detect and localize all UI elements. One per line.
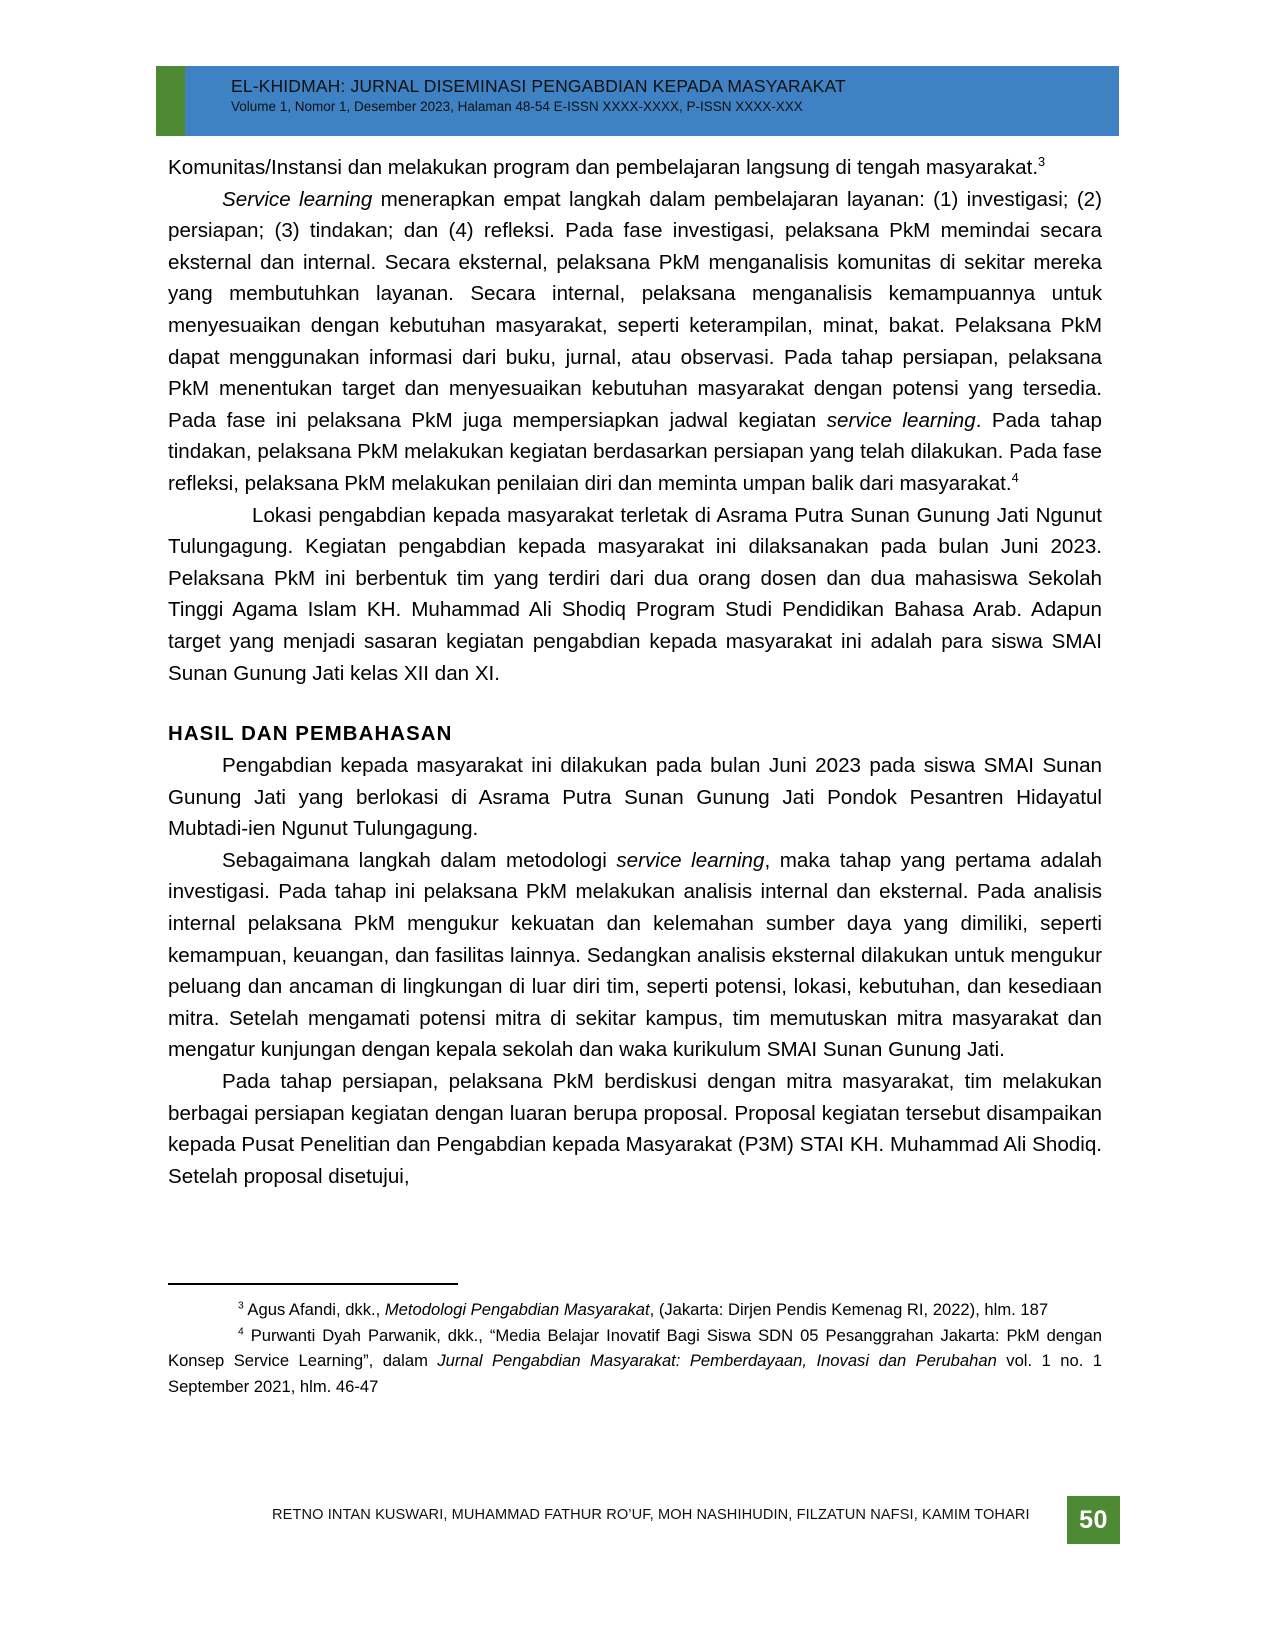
footnote-area xyxy=(168,1283,1102,1399)
footnote-separator-rule xyxy=(168,1283,458,1285)
paragraph-metodologi-investigasi: Sebagaimana langkah dalam metodologi service learning, maka tahap yang pertama adalah investigasi. Pada tahap ini pelaksana PkM melakukan analisis internal dan eksternal. Pada analisis internal pelaksana PkM mengukur kekuatan dan kelemahan sumber daya yang dimiliki, seperti kemampuan, keuangan, dan fasilitas lainnya. Sedangkan analisis eksternal dilakukan untuk mengukur peluang dan ancaman di lingkungan di luar diri tim, seperti potensi, lokasi, kebutuhan, dan kesediaan mitra. Setelah mengamati potensi mitra di sekitar kampus, tim memutuskan mitra masyarakat dan mengatur kunjungan dengan kepala sekolah dan waka kurikulum SMAI Sunan Gunung Jati. xyxy=(168,848,1102,1062)
footnote-4: $^4$ Purwanti Dyah Parwanik, dkk., “Media Belajar Inovatif Bagi Siswa SDN 05 Pesanggrahan Jakarta: PkM dengan Konsep Service Learning”, dalam Jurnal Pengabdian Masyarakat: Pemberdayaan, Inovasi dan Perubahan vol. 1 no. 1 September 2021, hlm. 46-47 xyxy=(168,1325,1102,1396)
section-heading-hasil-dan-pembahasan: HASIL DAN PEMBAHASAN xyxy=(168,723,453,746)
footer-author-list: RETNO INTAN KUSWARI, MUHAMMAD FATHUR RO’UF, MOH NASHIHUDIN, FILZATUN NAFSI, KAMIM TOHARI xyxy=(272,1507,1030,1523)
journal-issue-line: Volume 1, Nomor 1, Desember 2023, Halaman 48-54 E-ISSN XXXX-XXXX, P-ISSN XXXX-XXX xyxy=(231,99,803,115)
spacer-before-heading xyxy=(168,689,1102,719)
paragraph-lokasi-pengabdian: Lokasi pengabdian kepada masyarakat terletak di Asrama Putra Sunan Gunung Jati Ngunut Tulungagung. Kegiatan pengabdian kepada masyarakat ini dilaksanakan pada bulan Juni 2023. Pelaksana PkM ini berbentuk tim yang terdiri dari dua orang dosen dan dua mahasiswa Sekolah Tinggi Agama Islam KH. Muhammad Ali Shodiq Program Studi Pendidikan Bahasa Arab. Adapun target yang menjadi sasaran kegiatan pengabdian kepada masyarakat ini adalah para siswa SMAI Sunan Gunung Jati kelas XII dan XI. xyxy=(168,503,1102,685)
header-text-block xyxy=(185,66,1119,136)
running-header xyxy=(156,66,1119,136)
paragraph-pengabdian-juni: Pengabdian kepada masyarakat ini dilakukan pada bulan Juni 2023 pada siswa SMAI Sunan Gunung Jati yang berlokasi di Asrama Putra Sunan Gunung Jati Pondok Pesantren Hidayatul Mubtadi-ien Ngunut Tulungagung. xyxy=(168,754,1102,841)
running-footer xyxy=(168,1496,1120,1544)
main-text-column xyxy=(168,152,1102,1192)
paragraph-service-learning-steps: Service learning menerapkan empat langkah dalam pembelajaran layanan: (1) investigasi; (2) persiapan; (3) tindakan; dan (4) refleksi. Pada fase investigasi, pelaksana PkM memindai secara eksternal dan internal. Secara eksternal, pelaksana PkM menganalisis komunitas di sekitar mereka yang membutuhkan layanan. Secara internal, pelaksana menganalisis kemampuannya untuk menyesuaikan dengan kebutuhan masyarakat, seperti keterampilan, minat, bakat. Pelaksana PkM dapat menggunakan informasi dari buku, jurnal, atau observasi. Pada tahap persiapan, pelaksana PkM menentukan target dan menyesuaikan kebutuhan masyarakat dengan potensi yang tersedia. Pada fase ini pelaksana PkM juga mempersiapkan jadwal kegiatan service learning. Pada tahap tindakan, pelaksana PkM melakukan kegiatan berdasarkan persiapan yang telah dilakukan. Pada fase refleksi, pelaksana PkM melakukan penilaian diri dan meminta umpan balik dari masyarakat.$^4$ xyxy=(168,187,1102,495)
paragraph-continuation: Komunitas/Instansi dan melakukan program dan pembelajaran langsung di tengah masyarakat.$^3$ xyxy=(168,154,1046,179)
paragraph-tahap-persiapan: Pada tahap persiapan, pelaksana PkM berdiskusi dengan mitra masyarakat, tim melakukan berbagai persiapan kegiatan dengan luaran berupa proposal. Proposal kegiatan tersebut disampaikan kepada Pusat Penelitian dan Pengabdian kepada Masyarakat (P3M) STAI KH. Muhammad Ali Shodiq. Setelah proposal disetujui, xyxy=(168,1070,1102,1188)
header-accent-bar xyxy=(156,66,185,136)
journal-title: EL-KHIDMAH: JURNAL DISEMINASI PENGABDIAN KEPADA MASYARAKAT xyxy=(231,76,846,96)
footnote-3: $^3$ Agus Afandi, dkk., Metodologi Pengabdian Masyarakat, (Jakarta: Dirjen Pendis Kemenag RI, 2022), hlm. 187 xyxy=(238,1300,1049,1319)
page-number-badge: 50 xyxy=(1067,1496,1120,1544)
